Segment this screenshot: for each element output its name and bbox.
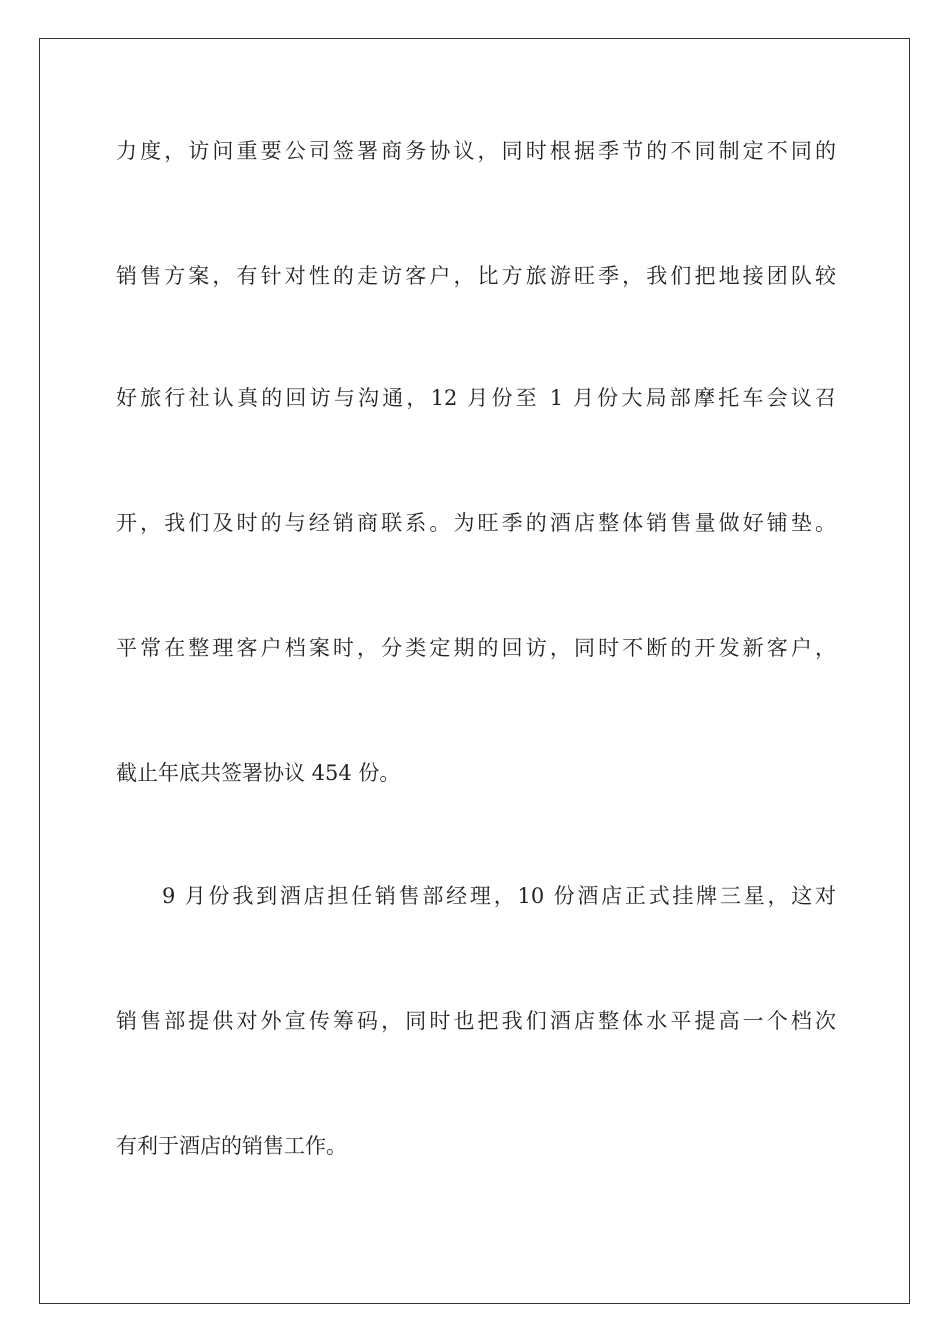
paragraph-line: 销售部提供对外宣传筹码，同时也把我们酒店整体水平提高一个档次 <box>116 1009 836 1033</box>
paragraph-line: 截止年底共签署协议 454 份。 <box>116 761 401 785</box>
paragraph-line: 有利于酒店的销售工作。 <box>116 1134 347 1158</box>
paragraph-line: 平常在整理客户档案时，分类定期的回访，同时不断的开发新客户， <box>116 636 836 660</box>
paragraph-line: 销售方案，有针对性的走访客户，比方旅游旺季，我们把地接团队较 <box>116 264 836 288</box>
paragraph-line: 力度，访问重要公司签署商务协议，同时根据季节的不同制定不同的 <box>116 139 836 163</box>
paragraph-first-line: 9 月份我到酒店担任销售部经理，10 份酒店正式挂牌三星，这对 <box>162 884 836 908</box>
paragraph-line: 好旅行社认真的回访与沟通，12 月份至 1 月份大局部摩托车会议召 <box>116 386 836 410</box>
paragraph-line: 开，我们及时的与经销商联系。为旺季的酒店整体销售量做好铺垫。 <box>116 511 836 535</box>
page-border <box>39 38 910 1304</box>
